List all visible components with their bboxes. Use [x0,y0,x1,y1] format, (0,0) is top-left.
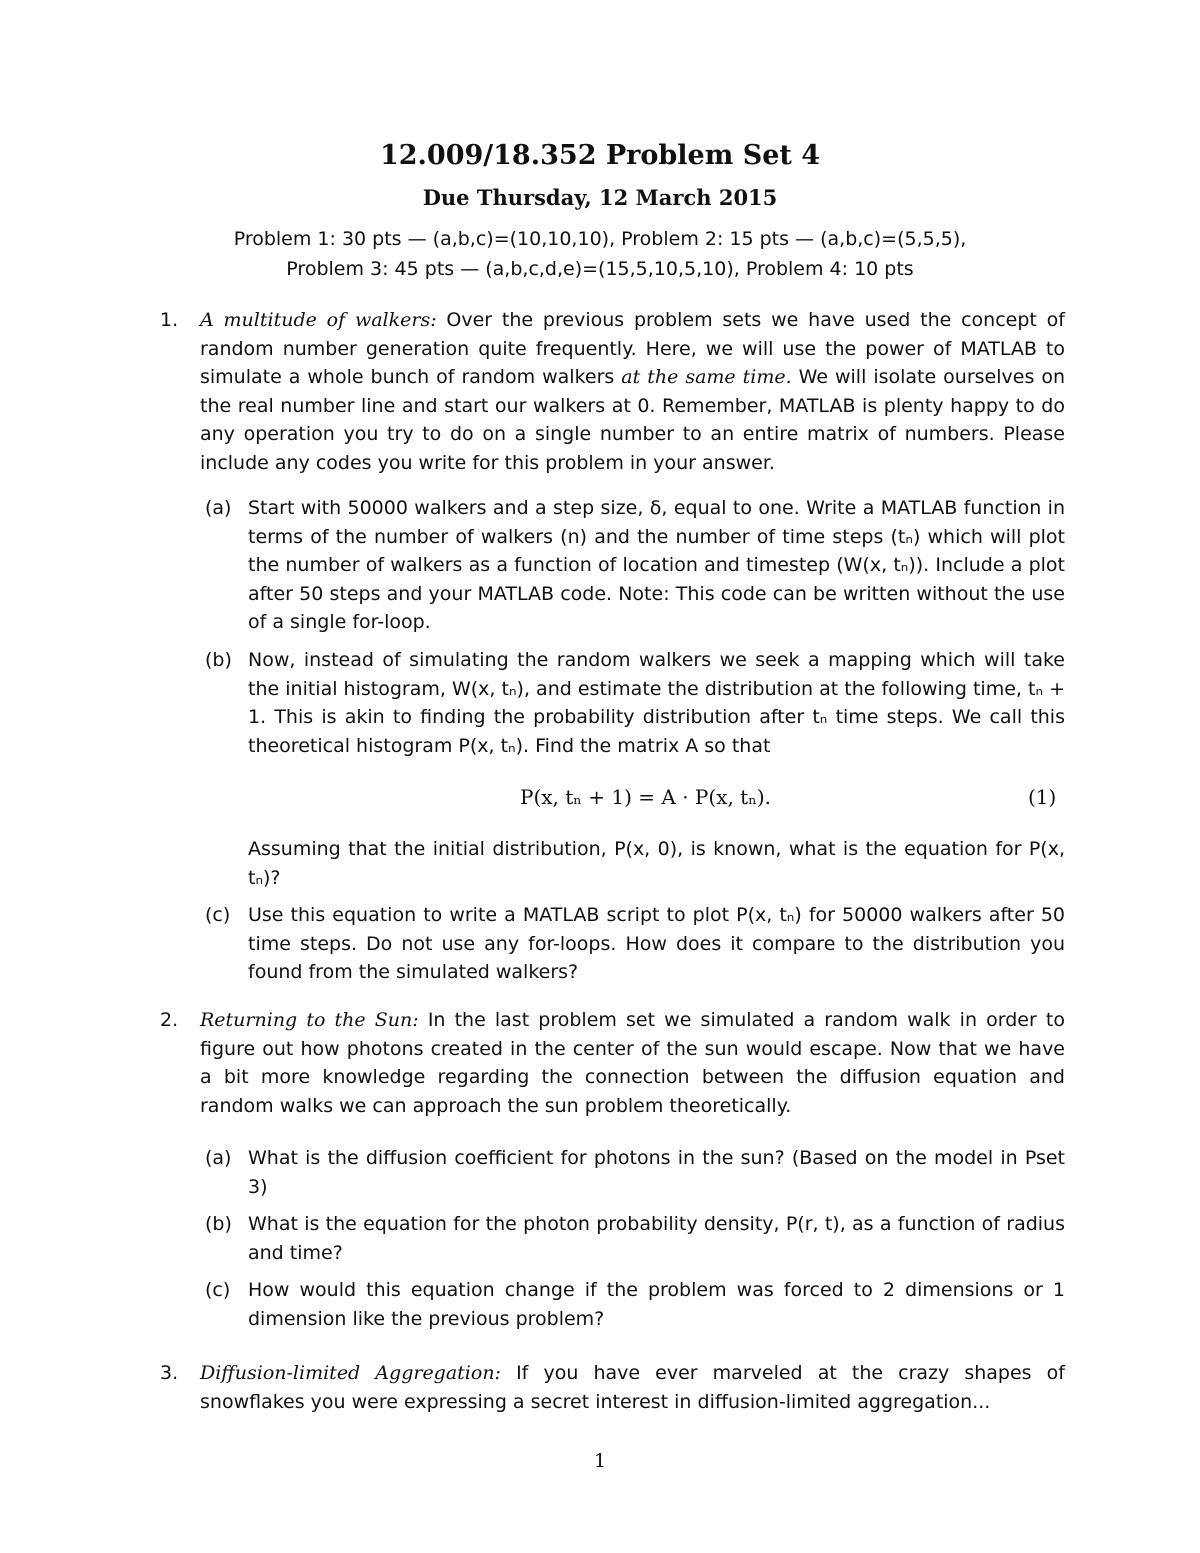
problem-1b [205,646,1065,760]
problem-2b [205,1210,1065,1267]
problem-number: 3. [160,1362,179,1384]
subpart-label: (c) [205,1279,231,1301]
page-number: 1 [593,1450,607,1472]
subpart-text: Use this equation to write a MATLAB script to plot P(x, tₙ) for 50000 walkers after 50 time steps. Do not use any for-loops. How does it compare to the distribution you found from the simulated walkers? [248,904,1065,983]
problem-3 [160,1359,1065,1416]
subpart-text: Start with 50000 walkers and a step size, δ, equal to one. Write a MATLAB function in terms of the number of walkers (n) and the number of time steps (tₙ) which will plot the number of walkers as a function of location and timestep (W(x, tₙ)). Include a plot after 50 steps and your MATLAB code. Note: This code can be written without the use of a single for-loop. [248,497,1065,633]
points-line-2: Problem 3: 45 pts — (a,b,c,d,e)=(15,5,10,5,10), Problem 4: 10 pts [286,258,914,280]
points-breakdown [0,224,1200,284]
problem-body: If you have ever marveled at the crazy shapes of snowflakes you were expressing a secret interest in diffusion-limited aggregation... [200,1362,1065,1413]
due-date: Due Thursday, 12 March 2015 [422,185,778,210]
subpart-label: (a) [205,497,232,519]
problem-emphasis: at the same time. [621,366,792,388]
problem-title: Diffusion-limited Aggregation: [200,1362,501,1384]
problem-1b-continued [205,835,1065,892]
problem-text [200,306,1065,477]
problem-2a [205,1144,1065,1201]
subpart-label: (b) [205,1213,232,1235]
problem-body: In the last problem set we simulated a random walk in order to figure out how photons created in the center of the sun would escape. Now that we have a bit more knowledge regarding the connection between the diffusion equation and random walks we can approach the sun problem theoretically. [200,1009,1065,1117]
problem-1a [205,494,1065,637]
problem-1 [160,306,1065,477]
points-line-1: Problem 1: 30 pts — (a,b,c)=(10,10,10), Problem 2: 15 pts — (a,b,c)=(5,5,5), [233,228,967,250]
problem-text [200,1359,1065,1416]
problem-1c [205,901,1065,987]
subpart-text: What is the diffusion coefficient for photons in the sun? (Based on the model in Pset 3) [248,1147,1065,1198]
problem-number: 2. [160,1009,179,1031]
subpart-text: Assuming that the initial distribution, P(x, 0), is known, what is the equation for P(x, tₙ)? [248,838,1065,889]
problem-2 [160,1006,1065,1120]
problem-number: 1. [160,309,179,331]
problem-text [200,1006,1065,1120]
subpart-label: (a) [205,1147,232,1169]
problem-title: A multitude of walkers: [200,309,437,331]
problem-2c [205,1276,1065,1333]
problem-title: Returning to the Sun: [200,1009,419,1031]
subpart-text: Now, instead of simulating the random walkers we seek a mapping which will take the initial histogram, W(x, tₙ), and estimate the distribution at the following time, tₙ + 1. This is akin to finding the probability distribution after tₙ time steps. We call this theoretical histogram P(x, tₙ). Find the matrix A so that [248,649,1065,757]
problem-body-continued: We will isolate ourselves on the real number line and start our walkers at 0. Remember, MATLAB is plenty happy to do any operation you try to do on a single number to an entire matrix of numbers. Please include any codes you write for this problem in your answer. [200,366,1065,474]
subpart-text: What is the equation for the photon probability density, P(r, t), as a function of radius and time? [248,1213,1065,1264]
problem-body: Over the previous problem sets we have used the concept of random number generation quite frequently. Here, we will use the power of MATLAB to simulate a whole bunch of random walkers [200,309,1065,388]
subpart-text: How would this equation change if the problem was forced to 2 dimensions or 1 dimension like the previous problem? [248,1279,1065,1330]
equation-number: (1) [1028,785,1057,809]
subpart-label: (b) [205,649,232,671]
subpart-label: (c) [205,904,231,926]
equation-1: P(x, tₙ + 1) = A · P(x, tₙ). [520,785,772,809]
page-title: 12.009/18.352 Problem Set 4 [379,140,821,171]
